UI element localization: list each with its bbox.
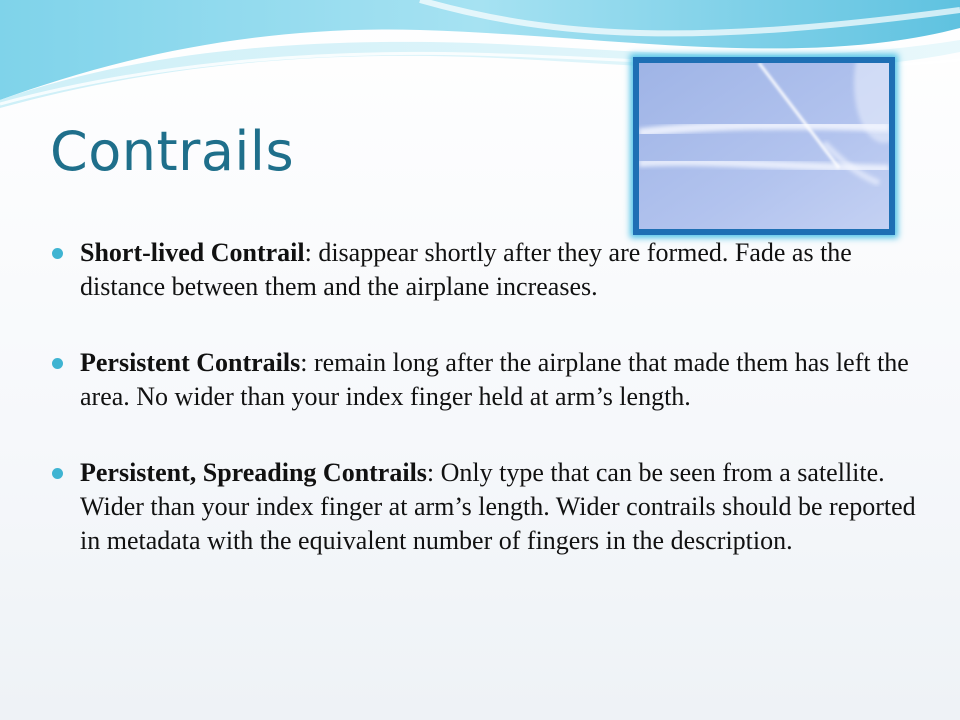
contrail-sky-photo: [639, 63, 889, 229]
round-bullet-icon: [52, 358, 63, 369]
round-bullet-icon: [52, 248, 63, 259]
bullet-item-short-lived: [52, 236, 922, 304]
bullet-term: Persistent, Spreading Contrails: [80, 458, 427, 487]
bullet-text: : remain long after the airplane that made them has left the area. No wider than your index finger held at arm’s length.: [80, 348, 909, 411]
bullet-item-persistent-spreading: [52, 456, 922, 558]
slide-title: Contrails: [50, 120, 295, 183]
bullet-text: : disappear shortly after they are formed. Fade as the distance between them and the airplane increases.: [80, 238, 852, 301]
round-bullet-icon: [52, 468, 63, 479]
bullet-text: : Only type that can be seen from a satellite. Wider than your index finger at arm’s length. Wider contrails should be reported in metadata with the equivalent number of fingers in the description.: [80, 458, 916, 555]
bullet-term: Short-lived Contrail: [80, 238, 305, 267]
contrail-photo-frame: [633, 57, 895, 235]
bullet-item-persistent: [52, 346, 922, 414]
bullet-term: Persistent Contrails: [80, 348, 301, 377]
bullet-list: [52, 236, 922, 600]
